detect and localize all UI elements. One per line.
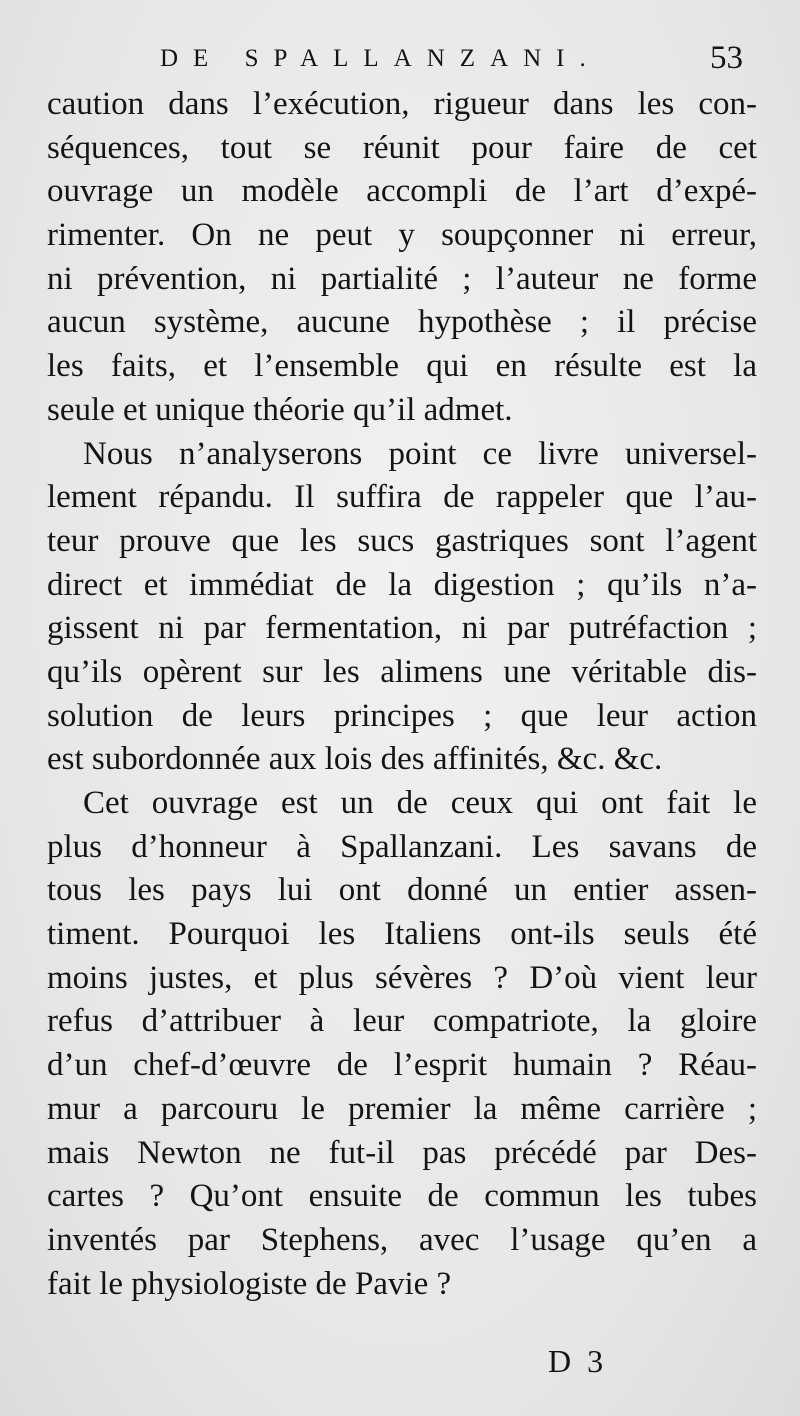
text-line: timent. Pourquoi les Italiens ont-ils seuls été <box>47 916 757 953</box>
text-line: solution de leurs principes ; que leur action <box>47 697 757 734</box>
signature-mark: D 3 <box>548 1343 608 1379</box>
text-line: mais Newton ne fut-il pas précédé par Des- <box>47 1134 757 1171</box>
text-line: ouvrage un modèle accompli de l’art d’expé- <box>47 173 757 210</box>
text-line: cartes ? Qu’ont ensuite de commun les tubes <box>47 1178 757 1215</box>
text-line: tous les pays lui ont donné un entier assen- <box>47 872 757 909</box>
text-line: lement répandu. Il suffira de rappeler que l’au- <box>47 479 757 516</box>
text-line: teur prouve que les sucs gastriques sont l’agent <box>47 522 757 559</box>
running-head: DE SPALLANZANI. <box>160 45 601 72</box>
paragraph <box>47 433 757 783</box>
text-line: ni prévention, ni partialité ; l’auteur ne forme <box>47 260 757 297</box>
text-line: séquences, tout se réunit pour faire de cet <box>47 129 757 166</box>
text-line: seule et unique théorie qu’il admet. <box>47 391 513 428</box>
text-line: caution dans l’exécution, rigueur dans les con- <box>47 86 757 122</box>
text-line: Cet ouvrage est un de ceux qui ont fait le <box>83 785 757 821</box>
text-line: direct et immédiat de la digestion ; qu’ils n’a- <box>47 566 757 603</box>
text-line: moins justes, et plus sévères ? D’où vient leur <box>47 959 757 996</box>
body-text <box>47 83 757 1306</box>
text-line: mur a parcouru le premier la même carrière ; <box>47 1090 757 1127</box>
text-line: rimenter. On ne peut y soupçonner ni erreur, <box>47 217 757 254</box>
text-line: plus d’honneur à Spallanzani. Les savans de <box>47 828 757 865</box>
text-line: gissent ni par fermentation, ni par putréfaction ; <box>47 610 757 647</box>
text-line: les faits, et l’ensemble qui en résulte est la <box>47 348 757 385</box>
text-line: aucun système, aucune hypothèse ; il précise <box>47 304 757 341</box>
text-line: qu’ils opèrent sur les alimens une véritable dis- <box>47 653 757 690</box>
text-line: est subordonnée aux lois des affinités, &c. &c. <box>47 741 663 778</box>
text-line: refus d’attribuer à leur compatriote, la gloire <box>47 1003 757 1040</box>
text-line: inventés par Stephens, avec l’usage qu’en a <box>47 1221 757 1258</box>
text-line: fait le physiologiste de Pavie ? <box>47 1265 452 1302</box>
paragraph <box>47 782 757 1306</box>
page-number: 53 <box>710 40 743 76</box>
paragraph <box>47 83 757 433</box>
text-line: Nous n’analyserons point ce livre universel- <box>83 435 757 472</box>
text-line: d’un chef-d’œuvre de l’esprit humain ? Réau- <box>47 1047 757 1084</box>
